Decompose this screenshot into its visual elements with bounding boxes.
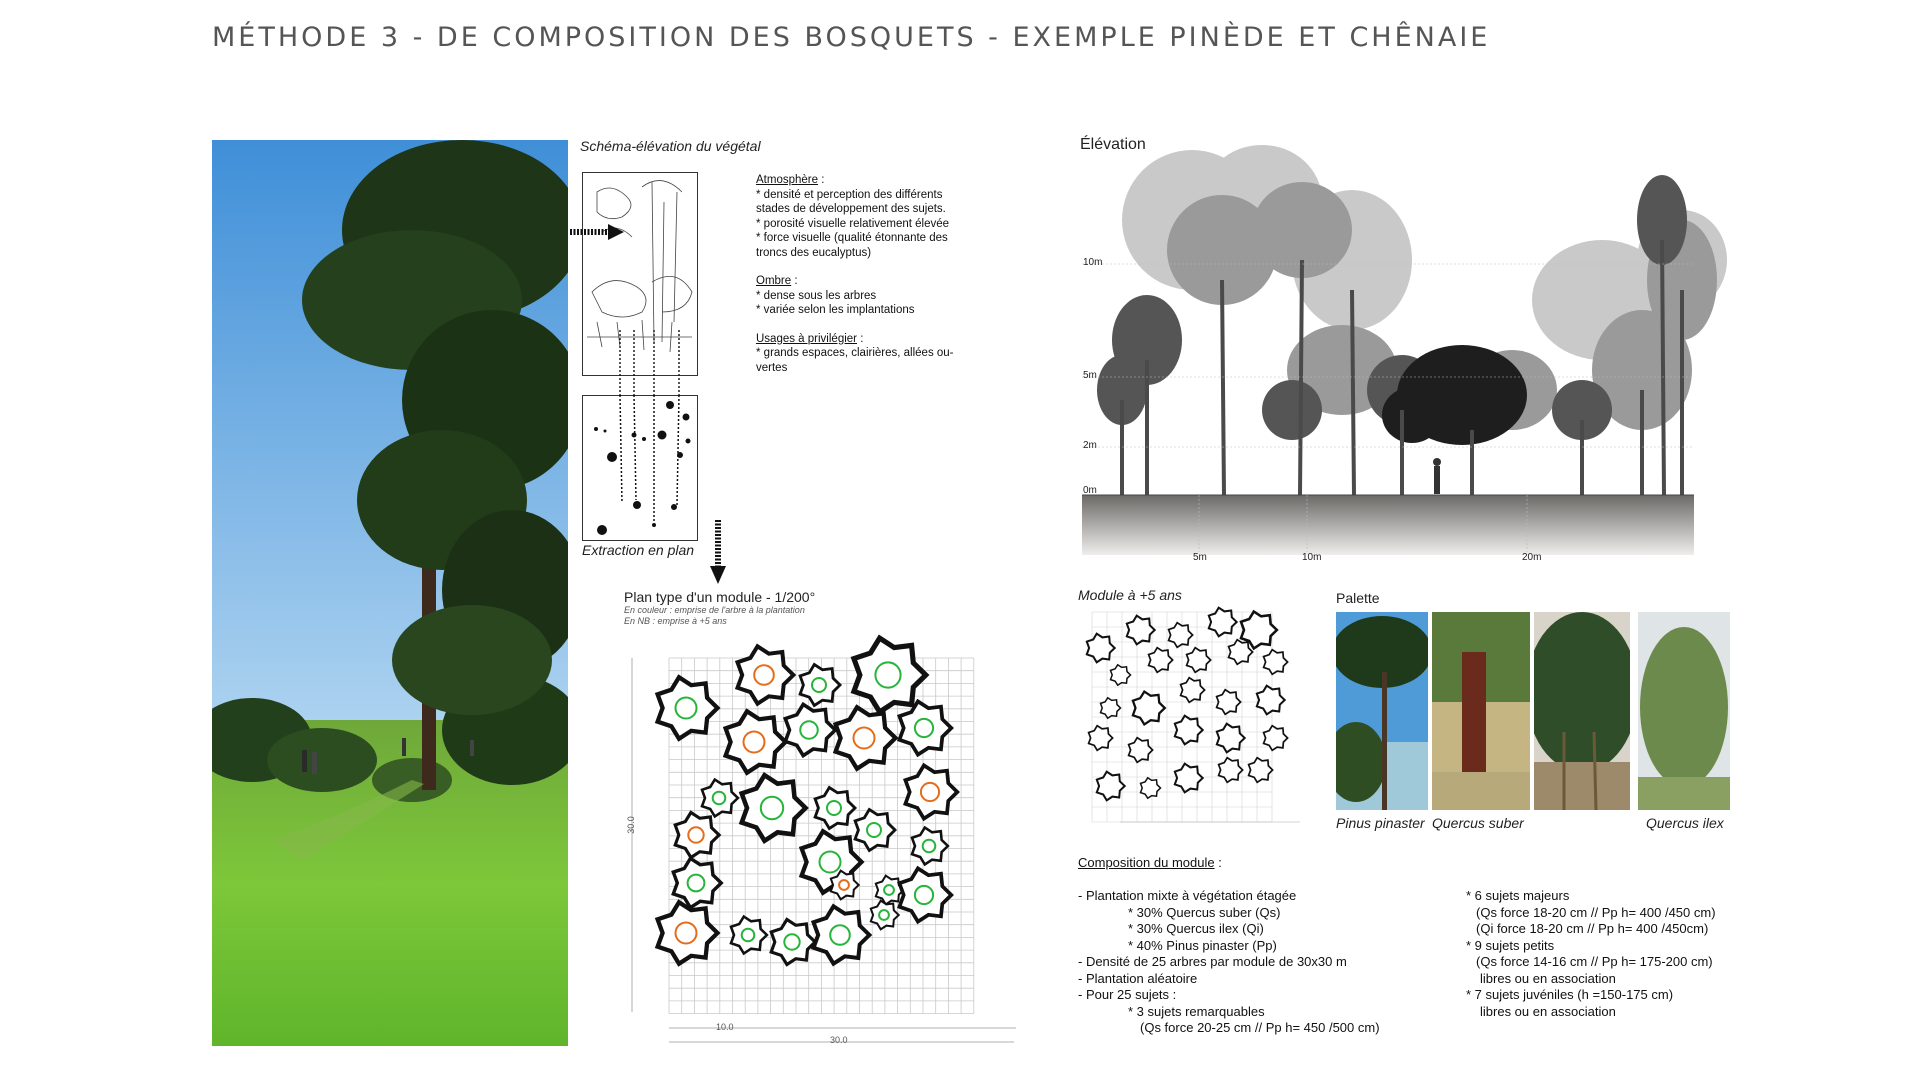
- comp-line: * 9 sujets petits: [1466, 937, 1555, 953]
- tree-symbol: [912, 828, 948, 865]
- tree-symbol: [658, 677, 718, 738]
- plan-dim-bottom: 30.0: [830, 1035, 848, 1045]
- atmosphere-line: troncs des eucalyptus): [756, 246, 872, 259]
- tree-symbol: [1249, 758, 1273, 783]
- comp-line: * 30% Quercus ilex (Qi): [1128, 921, 1264, 936]
- tree-symbol: [1219, 758, 1243, 783]
- plan-dim-bottom-inner: 10.0: [716, 1022, 734, 1032]
- ombre-title: Ombre: [756, 275, 792, 287]
- atmosphere-line: * porosité visuelle relativement élevée: [756, 217, 950, 230]
- quercus-ilex-photo-1: [1534, 612, 1630, 810]
- palette-label-ilex: Quercus ilex: [1646, 815, 1724, 831]
- plan-subtitle-bw: En NB : emprise à +5 ans: [624, 616, 727, 626]
- tree-symbol: [1141, 778, 1161, 798]
- notes-block: Atmosphère : * densité et perception des différents stades de développement des sujets. * porosité visuelle relativement élevée * force visuelle (qualité étonnante des troncs des eucalyptus) Ombre : * dense sous les arbres * variée selon les implantations Usages à privilégier : * grands espaces, clairières, allées ou- vertes: [756, 173, 996, 375]
- usages-line: * grands espaces, clairières, allées ou-: [756, 347, 954, 359]
- comp-line: libres ou en association: [1480, 1003, 1616, 1019]
- tree-symbol: [1133, 692, 1165, 725]
- forest-photo: [212, 140, 568, 1046]
- quercus-ilex-photo-2: [1638, 612, 1730, 810]
- tree-symbol: [1175, 764, 1203, 793]
- module-title: Module à +5 ans: [1078, 587, 1182, 603]
- comp-line: libres ou en association: [1480, 970, 1616, 986]
- plan-dim-left: 30.0: [625, 816, 636, 834]
- composition-right: [1466, 888, 1716, 1020]
- comp-line: - Plantation mixte à végétation étagée: [1078, 888, 1297, 903]
- elev-xlabel: 5m: [1193, 552, 1207, 563]
- comp-line: * 40% Pinus pinaster (Pp): [1128, 937, 1277, 953]
- palette-title: Palette: [1336, 590, 1380, 606]
- comp-line: (Qs force 18-20 cm // Pp h= 400 /450 cm): [1476, 904, 1716, 920]
- elevation-title: Élévation: [1080, 136, 1146, 153]
- page-title: MÉTHODE 3 - DE COMPOSITION DES BOSQUETS - EXEMPLE PINÈDE ET CHÊNAIE: [212, 22, 1491, 53]
- tree-symbol: [1217, 690, 1241, 715]
- comp-line: - Densité de 25 arbres par module de 30x30 m: [1078, 954, 1347, 969]
- tree-symbol: [1097, 772, 1125, 801]
- arrow-into-schema: [568, 222, 628, 242]
- tree-symbol: [673, 858, 721, 907]
- tree-symbol: [855, 810, 895, 851]
- palette-label-pinus: Pinus pinaster: [1336, 815, 1425, 831]
- tree-symbol: [1169, 623, 1193, 648]
- comp-line: (Qi force 18-20 cm // Pp h= 400 /450cm): [1476, 921, 1709, 936]
- pinus-pinaster-photo: [1336, 612, 1428, 810]
- tree-symbol: [1217, 724, 1245, 753]
- tree-symbol: [1187, 648, 1211, 673]
- comp-line: * 3 sujets remarquables: [1128, 1003, 1265, 1019]
- plan-subtitle-color: En couleur : emprise de l'arbre à la plantation: [624, 605, 805, 615]
- comp-line: * 7 sujets juvéniles (h =150-175 cm): [1466, 987, 1674, 1002]
- tree-symbol: [814, 906, 870, 963]
- elev-xlabel: 20m: [1522, 552, 1542, 563]
- plan-title: Plan type d'un module - 1/200°: [624, 589, 816, 605]
- tree-symbol: [1181, 678, 1205, 703]
- elev-ylabel: 10m: [1083, 257, 1103, 268]
- tree-symbol: [658, 902, 718, 963]
- tree-symbol: [854, 638, 926, 712]
- tree-symbol: [1175, 716, 1203, 745]
- tree-symbol: [1087, 634, 1115, 663]
- tree-symbol: [1264, 650, 1288, 675]
- composition-title: Composition du module :: [1078, 855, 1222, 870]
- composition-left: [1078, 888, 1380, 1037]
- comp-line: * 30% Quercus suber (Qs): [1128, 904, 1281, 920]
- atmosphere-title: Atmosphère: [756, 174, 819, 186]
- projection-lines: [600, 330, 700, 396]
- ombre-line: * variée selon les implantations: [756, 304, 915, 316]
- elev-ylabel: 2m: [1083, 440, 1097, 451]
- tree-symbol: [1111, 665, 1131, 685]
- plan-module-drawing: [624, 630, 1044, 1050]
- comp-line: (Qs force 14-16 cm // Pp h= 175-200 cm): [1476, 954, 1713, 969]
- tree-symbol: [1264, 726, 1288, 751]
- module-drawing: [1080, 600, 1310, 835]
- elev-xlabel: 10m: [1302, 552, 1322, 563]
- ombre-line: * dense sous les arbres: [756, 289, 877, 302]
- tree-symbol: [899, 868, 951, 921]
- comp-line: - Pour 25 sujets :: [1078, 987, 1177, 1002]
- tree-symbol: [731, 917, 767, 954]
- usages-line: vertes: [756, 361, 788, 374]
- extraction-label: Extraction en plan: [582, 542, 695, 558]
- tree-symbol: [1129, 738, 1153, 763]
- atmosphere-line: stades de développement des sujets.: [756, 203, 946, 215]
- tree-symbol: [1229, 640, 1253, 665]
- tree-symbol: [1127, 616, 1155, 645]
- comp-line: (Qs force 20-25 cm // Pp h= 450 /500 cm): [1140, 1020, 1380, 1035]
- atmosphere-line: * densité et perception des différents: [756, 188, 943, 201]
- tree-symbol: [785, 704, 835, 755]
- plan-extraction-box: [582, 395, 698, 541]
- tree-symbol: [1101, 698, 1121, 718]
- tree-symbol: [738, 646, 794, 703]
- arrow-down-to-plan: [708, 520, 728, 586]
- atmosphere-line: * force visuelle (qualité étonnante des: [756, 232, 948, 244]
- palette-label-suber: Quercus suber: [1432, 815, 1524, 831]
- comp-line: - Plantation aléatoire: [1078, 970, 1198, 986]
- quercus-suber-photo: [1432, 612, 1530, 810]
- usages-title: Usages à privilégier: [756, 332, 857, 345]
- comp-line: * 6 sujets majeurs: [1466, 888, 1570, 903]
- tree-symbol: [726, 711, 786, 772]
- tree-symbol: [1257, 686, 1285, 715]
- elev-ylabel: 0m: [1083, 485, 1097, 496]
- elev-ylabel: 5m: [1083, 370, 1097, 381]
- elevation-drawing: [1082, 140, 1742, 560]
- schema-title: Schéma-élévation du végétal: [580, 138, 761, 154]
